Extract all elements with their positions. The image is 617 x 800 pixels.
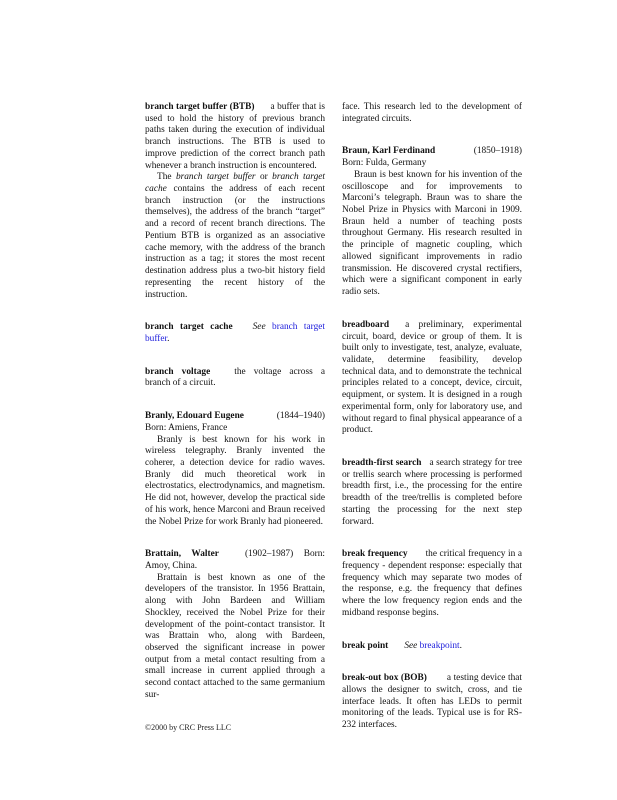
entry-term: Braun, Karl Ferdinand (342, 146, 436, 157)
right-column (342, 102, 522, 753)
entry-definition: a search strategy for tree or trellis search where processing is performed breadth first, i.e., the processing for the entire breadth of the tree/trellis is completed before starting the processing for the next step forward. (342, 457, 523, 527)
entry-definition: a buffer that is used to hold the history of previous branch paths taken during the execution of individual branch instructions. The BTB is used to improve prediction of the correct branch path whenever a branch instruction is encountered. (145, 102, 325, 171)
entry-definition: a preliminary, experimental circuit, board, device or group of them. It is built only to investigate, test, analyze, evaluate, validate, determine feasibility, develop technical data, and to demonstrate the technical principles related to a concept, device, circuit, equipment, or system. It is designed in a rough experimental form, only for laboratory use, and without regard to final physical appearance of a product. (342, 319, 522, 436)
entry-dates: (1844–1940) (276, 411, 325, 422)
entry-dates: (1902–1987) Born: Amoy, China. (145, 549, 326, 571)
entry-breadth-first-search (342, 458, 522, 528)
entry-term: breadboard (342, 319, 390, 330)
entry-term: break-out box (BOB) (342, 673, 427, 684)
entry-definition: the voltage across a branch of a circuit. (145, 366, 325, 389)
entry-term: branch target cache (145, 322, 233, 333)
entry-born: Born: Fulda, Germany (342, 158, 427, 169)
entry-term: break frequency (342, 549, 408, 560)
cross-reference-link[interactable]: branch target buffer (145, 322, 326, 344)
entry-term: Brattain, Walter (145, 549, 219, 560)
entry-branly (145, 411, 325, 528)
entry-brattain (145, 549, 325, 701)
entry-paragraph: The branch target buffer or branch target cache contains the address of each recent branch instruction (or the instructions themselves), the address of the branch “target” and a record of recent branch directions. The Pentium BTB is organized as an associative cache memory, with the address of the branch instruction as a tag; it stores the most recent destination address plus a two-bit history field representing the recent history of the instruction. (145, 172, 325, 300)
copyright-footer: ©2000 by CRC Press LLC (145, 723, 232, 732)
cross-reference-link[interactable]: breakpoint (419, 640, 460, 651)
entry-born: Born: Amiens, France (145, 422, 228, 433)
entry-branch-target-buffer (145, 102, 325, 301)
entry-term: Branly, Edouard Eugene (145, 411, 244, 422)
entry-definition: the critical frequency in a frequency - dependent response: especially that frequency which may separate two modes of the response, e.g. the frequency that defines where the low frequency region ends and the midband response begins. (342, 549, 522, 618)
entry-branch-target-cache: branch target cache See branch target buffer. (145, 322, 326, 344)
see-label: See (404, 640, 418, 651)
entry-break-frequency (342, 549, 522, 619)
entry-definition: a testing device that allows the designer to switch, cross, and tie interface leads. It often has LEDs to permit monitoring of the leads. Typical use is for RS-232 interfaces. (342, 673, 523, 731)
entry-braun (342, 146, 522, 298)
entry-term: break point (342, 640, 389, 651)
entry-definition: Braun is best known for his invention of the oscilloscope and for improvements to Marconi’s telegraph. Braun was to share the Nobel Prize in Physics with Marconi in 1909. Braun held a number of teaching posts throughout Germany. His research resulted in the principle of magnetic coupling, which allowed significant improvements in radio transmission. He discovered crystal rectifiers, which were a significant component in early radio sets. (342, 169, 522, 298)
entry-definition: Branly is best known for his work in wireless telegraphy. Branly invented the coherer, a detection device for radio waves. Branly did much theoretical work in electrostatics, electrodynamics, and magnetism. He did not, however, develop the practical side of his work, hence Marconi and Braun received the Nobel Prize for work Branly had pioneered. (145, 434, 325, 527)
entry-break-out-box (342, 673, 522, 732)
entry-definition: Brattain is best known as one of the developers of the transistor. In 1956 Brattain, along with John Bardeen and William Shockley, received the Nobel Prize for their development of the point-contact transistor. It was Brattain who, along with Bardeen, observed the significant increase in power output from a metal contact resulting from a small increase in current applied through a second contact attached to the same germanium sur- (145, 572, 325, 700)
entry-term: branch target buffer (BTB) (145, 102, 255, 112)
continued-text: face. This research led to the development of integrated circuits. (342, 102, 522, 124)
entry-break-point: break point See breakpoint. (342, 640, 462, 651)
entry-dates: (1850–1918) (473, 146, 522, 157)
entry-breadboard (342, 320, 522, 437)
entry-branch-voltage (145, 367, 325, 390)
entry-term: branch voltage (145, 366, 211, 377)
entry-continuation (342, 102, 522, 125)
see-label: See (252, 322, 266, 333)
left-column (145, 102, 325, 723)
entry-term: breadth-first search (342, 457, 422, 468)
